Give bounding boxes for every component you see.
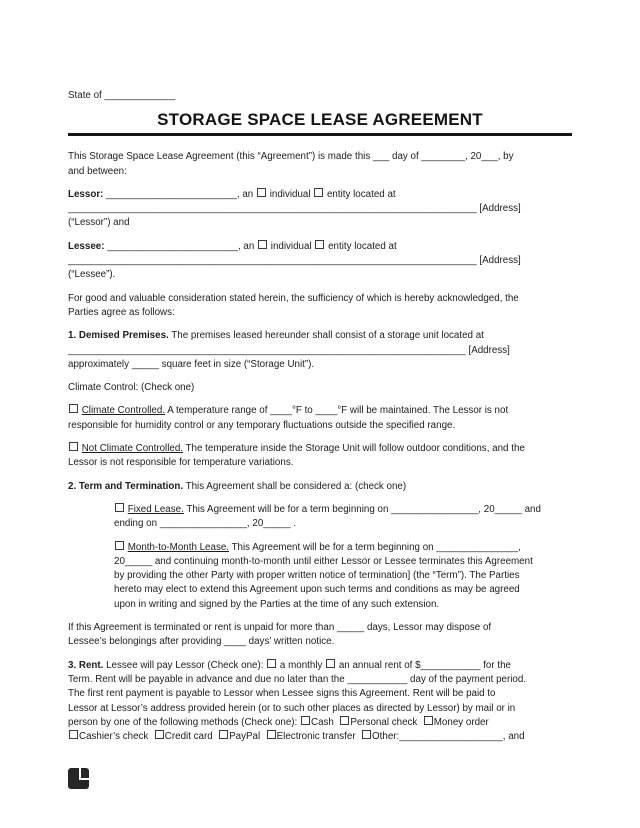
text-line [68, 110, 572, 130]
section-2-term-and-termination [68, 480, 572, 494]
text-run: person by one of the following methods (Check one): [68, 716, 300, 728]
text-run: 20_____ and continuing month-to-month until either Lessor or Lessee terminates this Agreement [114, 555, 533, 567]
text-line [68, 621, 572, 635]
text-line [68, 202, 572, 216]
text-line [114, 583, 572, 597]
text-run: Credit card [164, 731, 219, 743]
text-run: This Storage Space Lease Agreement (this “Agreement”) is made this ___ day of ________, 20___, by [68, 151, 514, 163]
text-line [68, 344, 572, 358]
text-line [68, 659, 572, 673]
lessor-clause [68, 188, 572, 231]
text-line [68, 702, 572, 716]
consideration-clause [68, 292, 572, 321]
text-line [68, 254, 572, 268]
text-run: individual [266, 188, 314, 200]
text-line [68, 89, 572, 103]
text-line [68, 292, 572, 306]
text-line [68, 268, 572, 282]
checkbox-icon [69, 404, 78, 413]
text-run: by providing the other Party with proper written notice of termination] (the “Term”). The Parties [114, 570, 520, 582]
checkbox-icon [340, 716, 349, 725]
text-line [68, 404, 572, 418]
text-run: The temperature inside the Storage Unit will follow outdoor conditions, and the [183, 443, 525, 455]
bold-text: Lessor: [68, 188, 107, 200]
checkbox-icon [267, 730, 276, 739]
checkbox-icon [315, 240, 324, 249]
text-line [114, 541, 572, 555]
text-line [68, 306, 572, 320]
underlined-text: Month-to-Month Lease. [127, 541, 230, 553]
text-line [68, 635, 572, 649]
lessee-clause [68, 240, 572, 283]
text-run: This Agreement will be for a term beginning on ________________, 20_____ and [183, 503, 541, 515]
text-line [68, 480, 572, 494]
checkbox-icon [301, 716, 310, 725]
text-line [114, 598, 572, 612]
bold-text: 1. Demised Premises. [68, 330, 169, 342]
text-run: If this Agreement is terminated or rent is unpaid for more than _____ days, Lessor may dispose of [68, 622, 492, 634]
text-line [68, 216, 572, 230]
text-line [68, 240, 572, 254]
bold-text: 3. Rent. [68, 659, 104, 671]
bold-text: Lessee: [68, 240, 108, 252]
text-run: ________________________, an [106, 188, 256, 200]
checkbox-icon [257, 188, 266, 197]
text-run: Other:___________________, and [372, 731, 525, 743]
text-run: ________________________, an [107, 240, 258, 252]
text-line [68, 188, 572, 202]
month-to-month-option [114, 541, 572, 612]
text-run: This Agreement will be for a term beginning on _______________, [229, 541, 521, 553]
text-line [68, 381, 572, 395]
underlined-text: Not Climate Controlled. [81, 443, 184, 455]
climate-controlled-option [68, 404, 572, 433]
text-run: _________________________________________________________________________ [Address] [68, 344, 510, 356]
text-line [68, 419, 572, 433]
checkbox-icon [69, 730, 78, 739]
text-run: Lessee will pay Lessor (Check one): [103, 659, 267, 671]
document-body [68, 89, 572, 753]
text-run: Term. Rent will be payable in advance and due no later than the ___________ day of the payment period. [68, 673, 527, 685]
text-run: (“Lessor”) and [68, 217, 130, 229]
intro-paragraph [68, 150, 572, 179]
text-run: responsible for humidity control or any temporary fluctuations outside the specified range. [68, 419, 456, 431]
checkbox-icon [362, 730, 371, 739]
bold-text: 2. Term and Termination. [68, 480, 184, 492]
text-run: Electronic transfer [276, 731, 362, 743]
text-run: For good and valuable consideration stated herein, the sufficiency of which is hereby acknowledged, the [68, 292, 519, 304]
checkbox-icon [69, 442, 78, 451]
checkbox-icon [155, 730, 164, 739]
text-run: Cash [311, 716, 340, 728]
text-run: approximately _____ square feet in size (“Storage Unit”). [68, 358, 315, 370]
state-line [68, 89, 572, 103]
text-run: Lessor at Lessor’s address provided herein (or to such other places as directed by Lessor) by mail or in [68, 702, 516, 714]
text-line [114, 555, 572, 569]
text-line [68, 673, 572, 687]
text-run: Climate Control: (Check one) [68, 382, 195, 394]
text-line [68, 730, 572, 744]
checkbox-icon [258, 240, 267, 249]
document-title [68, 110, 572, 136]
section-3-rent [68, 659, 572, 745]
text-run: PayPal [229, 731, 266, 743]
text-line [68, 716, 572, 730]
text-run: A temperature range of ____°F to ____°F will be maintained. The Lessor is not [165, 405, 509, 417]
text-run: entity located at [325, 240, 397, 252]
text-run: and between: [68, 165, 127, 177]
text-run: State of _____________ [68, 90, 176, 101]
text-run: The premises leased hereunder shall consist of a storage unit located at [168, 330, 484, 342]
text-line [68, 150, 572, 164]
text-run: The first rent payment is payable to Lessor when Lessee signs this Agreement. Rent will be paid to [68, 688, 496, 700]
text-run: ___________________________________________________________________________ [Address] [68, 255, 521, 267]
text-run: an annual rent of $___________ for the [336, 659, 511, 671]
text-run: individual [268, 240, 315, 252]
checkbox-icon [219, 730, 228, 739]
text-line [114, 569, 572, 583]
text-line [68, 442, 572, 456]
text-run: ending on ________________, 20_____ . [114, 518, 296, 530]
text-line [68, 165, 572, 179]
text-run: ___________________________________________________________________________ [Address] [68, 203, 521, 215]
text-run: Personal check [350, 716, 423, 728]
text-run: upon in writing and signed by the Parties at the time of any such extension. [114, 598, 440, 610]
text-line [68, 329, 572, 343]
text-line [68, 687, 572, 701]
checkbox-icon [115, 541, 124, 550]
underlined-text: Fixed Lease. [127, 503, 184, 515]
text-line [114, 517, 572, 531]
text-run: entity located at [324, 188, 396, 200]
checkbox-icon [115, 503, 124, 512]
checkbox-icon [424, 716, 433, 725]
legal-templates-logo-icon [68, 768, 89, 789]
termination-disposal-clause [68, 621, 572, 650]
text-run: a monthly [277, 659, 326, 671]
checkbox-icon [326, 659, 335, 668]
text-run: (“Lessee”). [68, 269, 116, 281]
section-1-demised-premises [68, 329, 572, 372]
underlined-text: Climate Controlled. [81, 405, 166, 417]
text-line [68, 456, 572, 470]
not-climate-controlled-option [68, 442, 572, 471]
checkbox-icon [267, 659, 276, 668]
text-line [68, 358, 572, 372]
text-run: Cashier’s check [79, 731, 154, 743]
text-run: Lessor is not responsible for temperature variations. [68, 457, 294, 469]
text-run: Money order [433, 716, 489, 728]
text-line [114, 503, 572, 517]
fixed-lease-option [114, 503, 572, 532]
climate-control-heading [68, 381, 572, 395]
text-run: This Agreement shall be considered a: (check one) [183, 480, 407, 492]
text-run: Lessee’s belongings after providing ____ days’ written notice. [68, 636, 335, 648]
checkbox-icon [314, 188, 323, 197]
bold-text: STORAGE SPACE LEASE AGREEMENT [157, 110, 483, 130]
text-run: Parties agree as follows: [68, 306, 175, 318]
text-run: hereto may elect to extend this Agreement upon such terms and conditions as may be agreed [114, 584, 520, 596]
